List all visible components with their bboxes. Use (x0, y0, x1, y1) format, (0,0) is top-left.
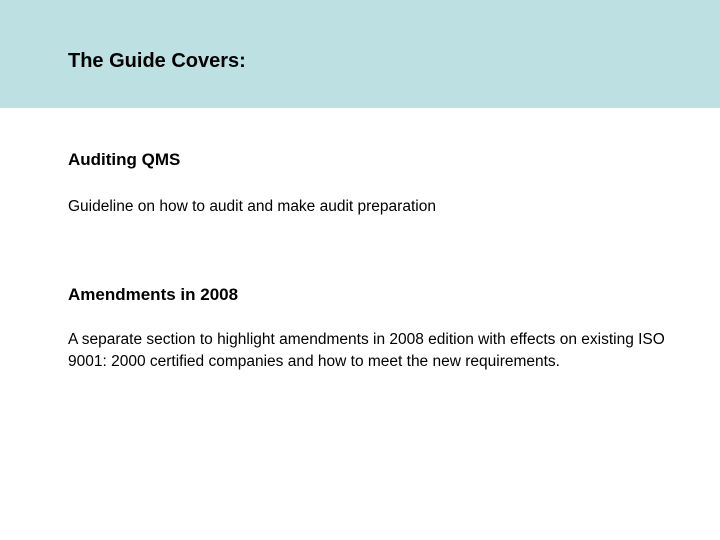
section-heading-amendments-2008: Amendments in 2008 (68, 285, 239, 304)
section-body-amendments-2008: A separate section to highlight amendments in 2008 edition with effects on existing ISO 9001: 2000 certified companies and how to meet the new requirements. (68, 331, 665, 370)
slide-title: The Guide Covers: (68, 50, 246, 72)
section-body-auditing-qms: Guideline on how to audit and make audit preparation (68, 198, 436, 215)
header-band (0, 0, 720, 108)
section-heading-auditing-qms: Auditing QMS (68, 150, 181, 169)
